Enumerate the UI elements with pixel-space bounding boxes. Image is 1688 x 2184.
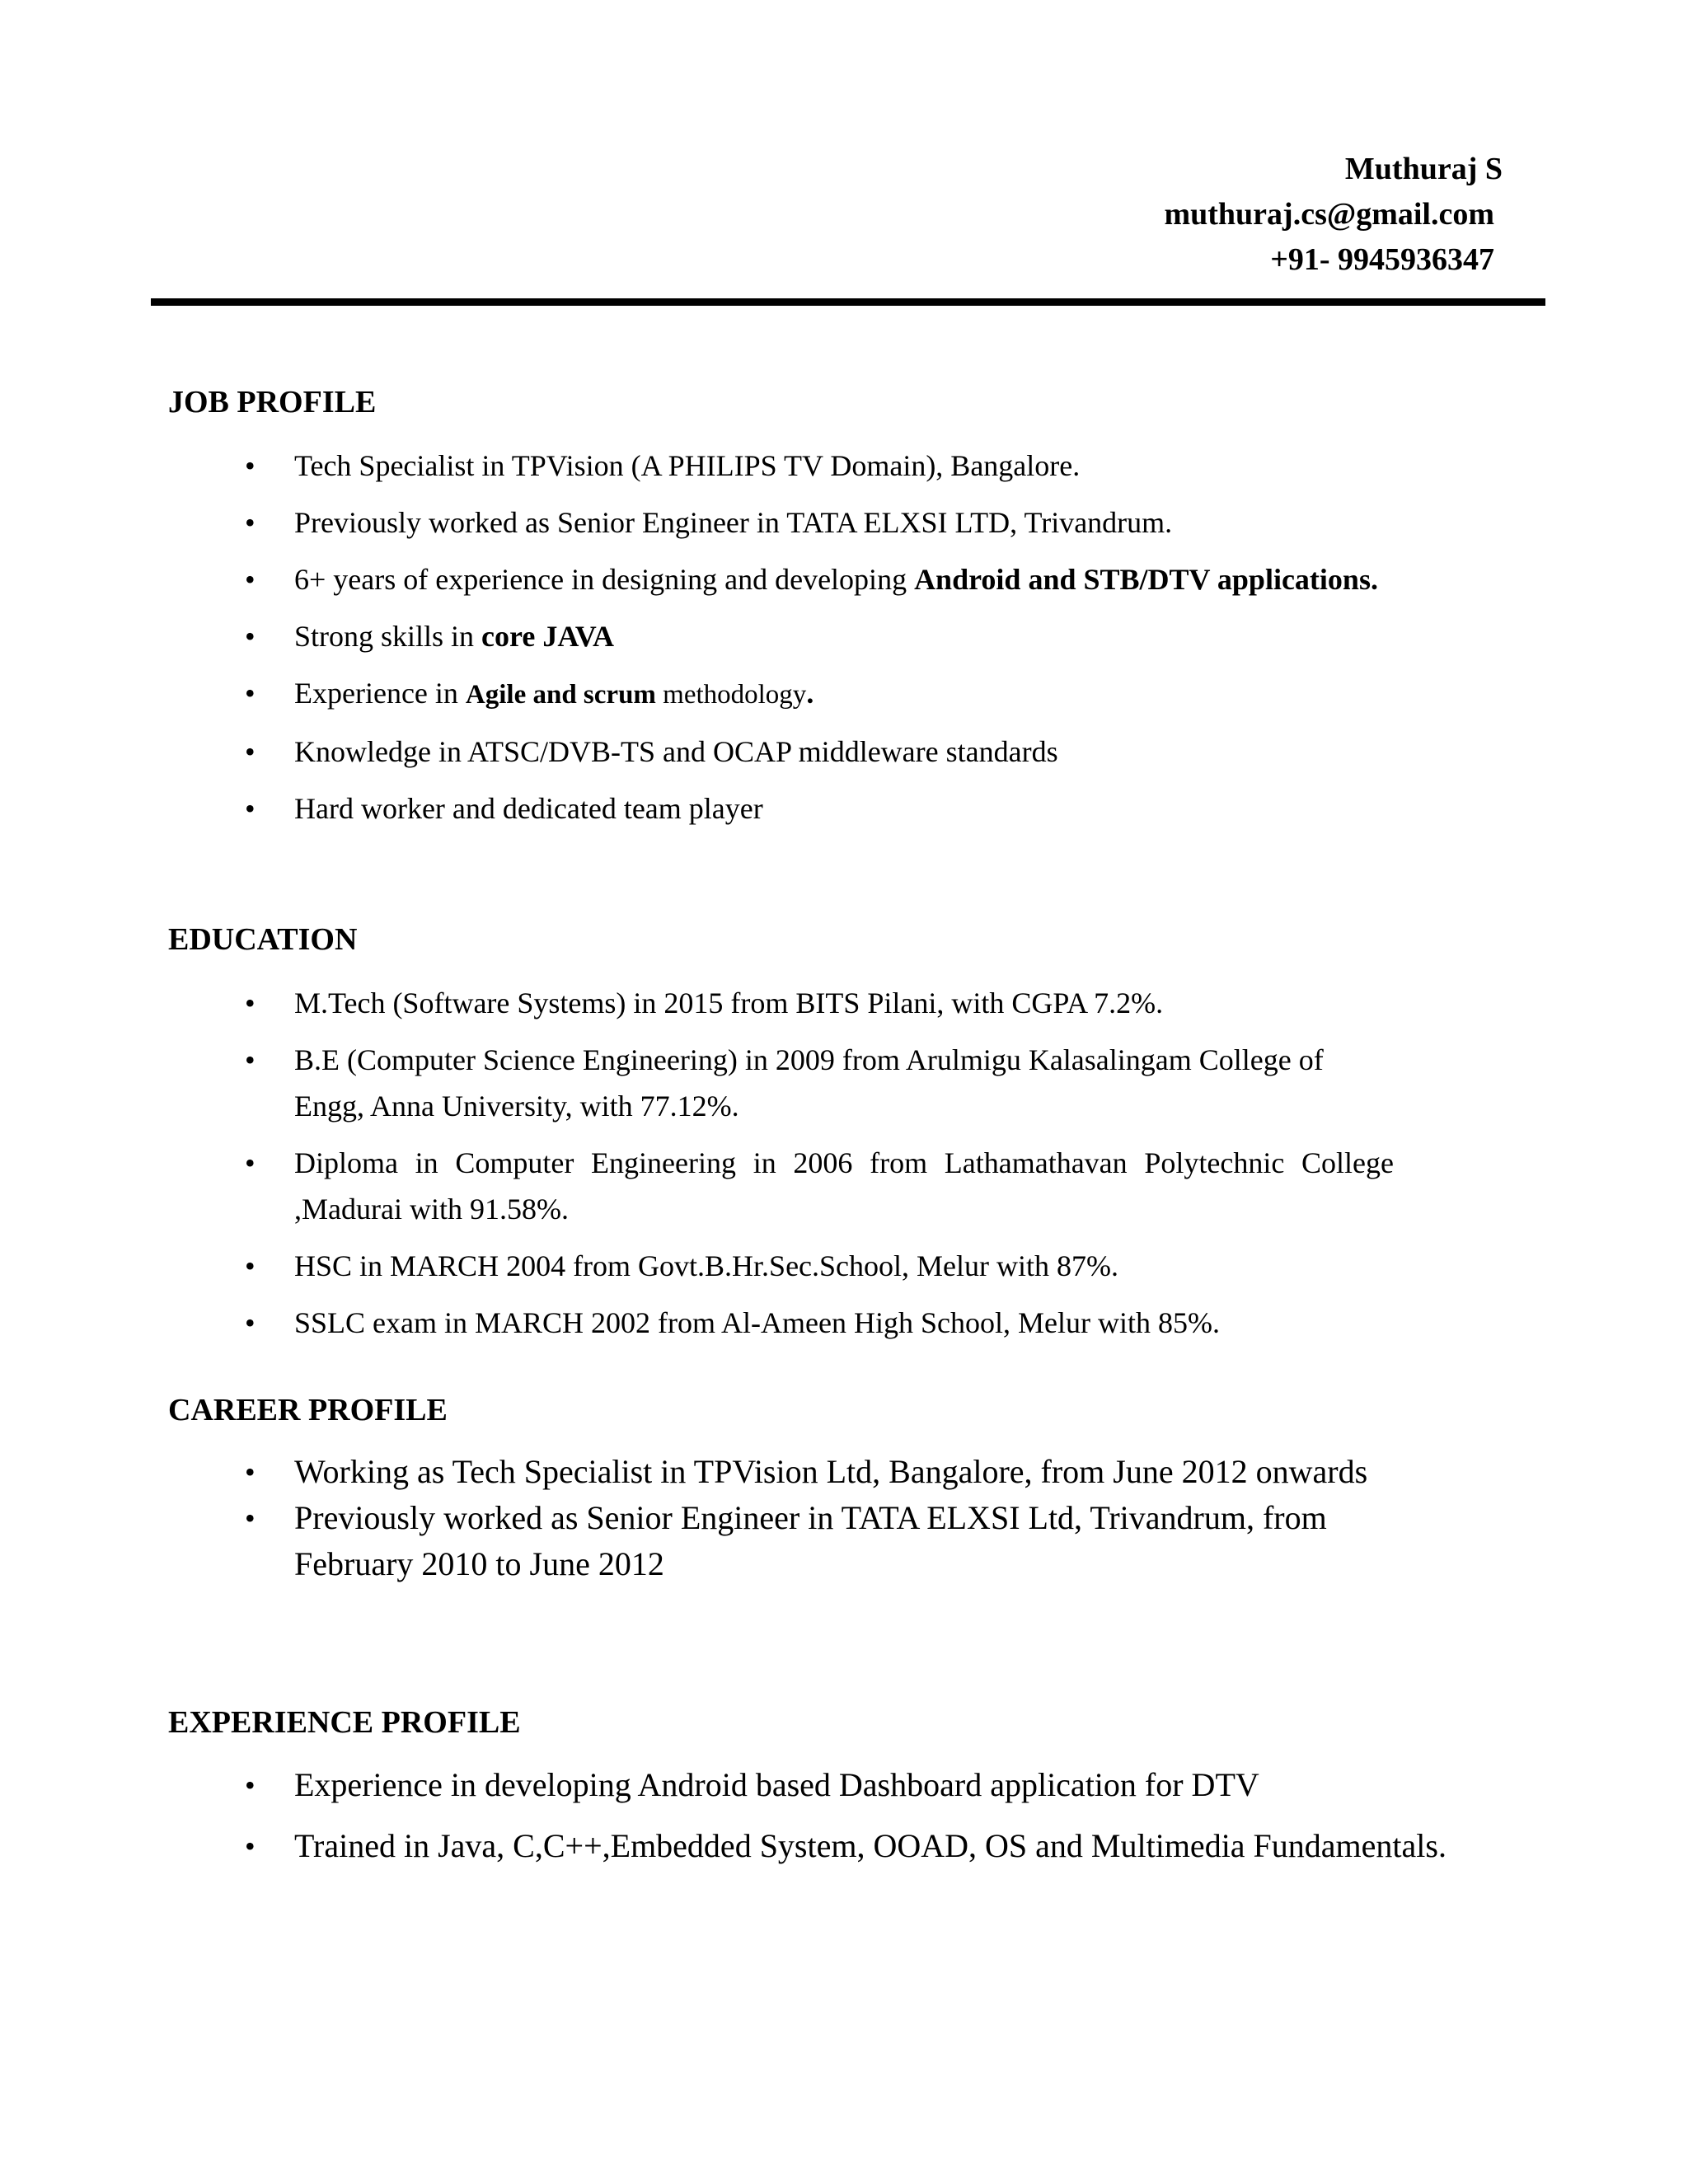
education-list (294, 980, 1394, 1357)
candidate-name: Muthuraj S (1344, 152, 1503, 186)
list-item: • Tech Specialist in TPVision (A PHILIPS TV Domain), Bangalore. (294, 443, 1417, 489)
list-item: • Strong skills in core JAVA (294, 613, 1417, 659)
experience-profile-list (294, 1762, 1456, 1880)
list-item: • Previously worked as Senior Engineer in TATA ELXSI LTD, Trivandrum. (294, 499, 1417, 546)
list-item: • M.Tech (Software Systems) in 2015 from BITS Pilani, with CGPA 7.2%. (294, 980, 1394, 1026)
section-title-experience-profile: EXPERIENCE PROFILE (168, 1705, 521, 1740)
email-address: muthuraj.cs@gmail.com (1164, 197, 1494, 232)
list-item: • Trained in Java, C,C++,Embedded System, OOAD, OS and Multimedia Fundamentals. (294, 1823, 1456, 1869)
job-profile-list (294, 443, 1417, 842)
phone-number: +91- 9945936347 (1270, 242, 1494, 277)
list-item: • Experience in developing Android based Dashboard application for DTV (294, 1762, 1456, 1808)
list-item: • Diploma in Computer Engineering in 2006 from Lathamathavan Polytechnic College ,Madurai with 91.58%. (294, 1140, 1394, 1232)
list-item: • Hard worker and dedicated team player (294, 785, 1417, 832)
career-profile-list (294, 1449, 1399, 1598)
list-item: • Working as Tech Specialist in TPVision Ltd, Bangalore, from June 2012 onwards (294, 1449, 1399, 1495)
list-item: • Previously worked as Senior Engineer in TATA ELXSI Ltd, Trivandrum, from February 2010 to June 2012 (294, 1495, 1399, 1587)
section-title-education: EDUCATION (168, 922, 358, 957)
header-divider (151, 298, 1545, 306)
list-item: • HSC in MARCH 2004 from Govt.B.Hr.Sec.School, Melur with 87%. (294, 1243, 1394, 1289)
list-item: • Experience in Agile and scrum methodology. (294, 670, 1417, 718)
list-item: • Knowledge in ATSC/DVB-TS and OCAP middleware standards (294, 729, 1417, 775)
list-item: • SSLC exam in MARCH 2002 from Al-Ameen High School, Melur with 85%. (294, 1300, 1394, 1346)
contact-header (1164, 147, 1503, 283)
list-item: • 6+ years of experience in designing and developing Android and STB/DTV applications. (294, 556, 1417, 602)
section-title-career-profile: CAREER PROFILE (168, 1393, 448, 1427)
section-title-job-profile: JOB PROFILE (168, 385, 377, 419)
list-item: • B.E (Computer Science Engineering) in 2009 from Arulmigu Kalasalingam College of Engg, Anna University, with 77.12%. (294, 1037, 1394, 1129)
